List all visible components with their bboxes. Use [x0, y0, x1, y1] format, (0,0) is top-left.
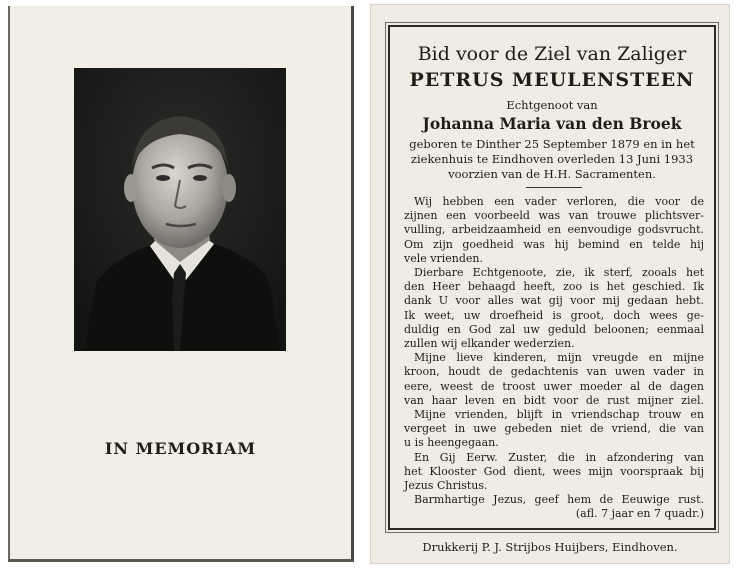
text-line: Om zijn goedheid was hij bemind en telde hij: [404, 237, 704, 251]
text-line: En Gij Eerw. Zuster, die in afzondering van: [414, 450, 704, 464]
life-details: [404, 137, 700, 182]
text-line: Dierbare Echtgenoote, zie, ik sterf, zooals het: [414, 266, 704, 280]
text-line: Barmhartige Jezus, geef hem de Eeuwige rust.: [414, 493, 704, 507]
text-line: den Heer behaagd heeft, zoo is het geschied. Ik: [404, 280, 704, 294]
text-line: zullen wij elkander wederzien.: [404, 337, 575, 351]
text-line: vulling, arbeidzaamheid en eenvoudige godsvrucht.: [404, 223, 704, 237]
spouse-label: Echtgenoot van: [506, 98, 598, 112]
prayer-heading: Bid voor de Ziel van Zaliger: [417, 43, 687, 65]
portrait-image: [74, 68, 286, 351]
spouse-name: Johanna Maria van den Broek: [422, 114, 682, 133]
left-memorial-card: [8, 6, 354, 562]
text-line: Jezus Christus.: [404, 479, 488, 493]
memorial-text: [404, 195, 704, 522]
text-line: Mijne lieve kinderen, mijn vreugde en mijne: [414, 351, 704, 365]
text-line: dank U voor alles wat gij voor mij gedaan hebt.: [404, 294, 704, 308]
deceased-name: PETRUS MEULENSTEEN: [409, 69, 695, 91]
text-line: vele vrienden.: [404, 251, 483, 265]
text-frame: [388, 25, 716, 530]
life-line: ziekenhuis te Eindhoven overleden 13 Juni 1933: [410, 152, 694, 166]
in-memoriam-title: IN MEMORIAM: [104, 439, 257, 458]
text-line: Mijne vrienden, blijft in vriendschap trouw en: [414, 408, 704, 422]
life-line: geboren te Dinther 25 September 1879 en in het: [409, 137, 695, 151]
text-line: kroon, houdt de gedachtenis van uwen vader in: [404, 365, 704, 379]
printer-credit: Drukkerij P. J. Strijbos Huijbers, Eindhoven.: [422, 540, 678, 554]
text-line: zijnen een voorbeeld was van trouwe plichtsver-: [404, 209, 704, 223]
text-line: het Klooster God dient, wees mijn voorspraak bij: [404, 464, 704, 478]
indulgence-line: (afl. 7 jaar en 7 quadr.): [575, 507, 704, 521]
life-line: voorzien van de H.H. Sacramenten.: [448, 167, 656, 181]
text-line: eere, weest de troost uwer moeder al de dagen: [404, 379, 704, 393]
text-line: duldig en God zal uw geduld beloonen; eenmaal: [404, 322, 704, 336]
divider-rule: [526, 187, 582, 188]
portrait-photo: [74, 68, 286, 351]
text-line: vergeet in uwe gebeden niet de vriend, die van: [404, 422, 704, 436]
text-line: van haar leven en bidt voor de rust mijner ziel.: [404, 393, 704, 407]
right-memorial-card: [370, 4, 730, 564]
text-line: Ik weet, uw droefheid is groot, doch wees ge-: [404, 308, 704, 322]
text-line: u is heengegaan.: [404, 436, 499, 450]
text-line: Wij hebben een vader verloren, die voor de: [414, 195, 704, 208]
